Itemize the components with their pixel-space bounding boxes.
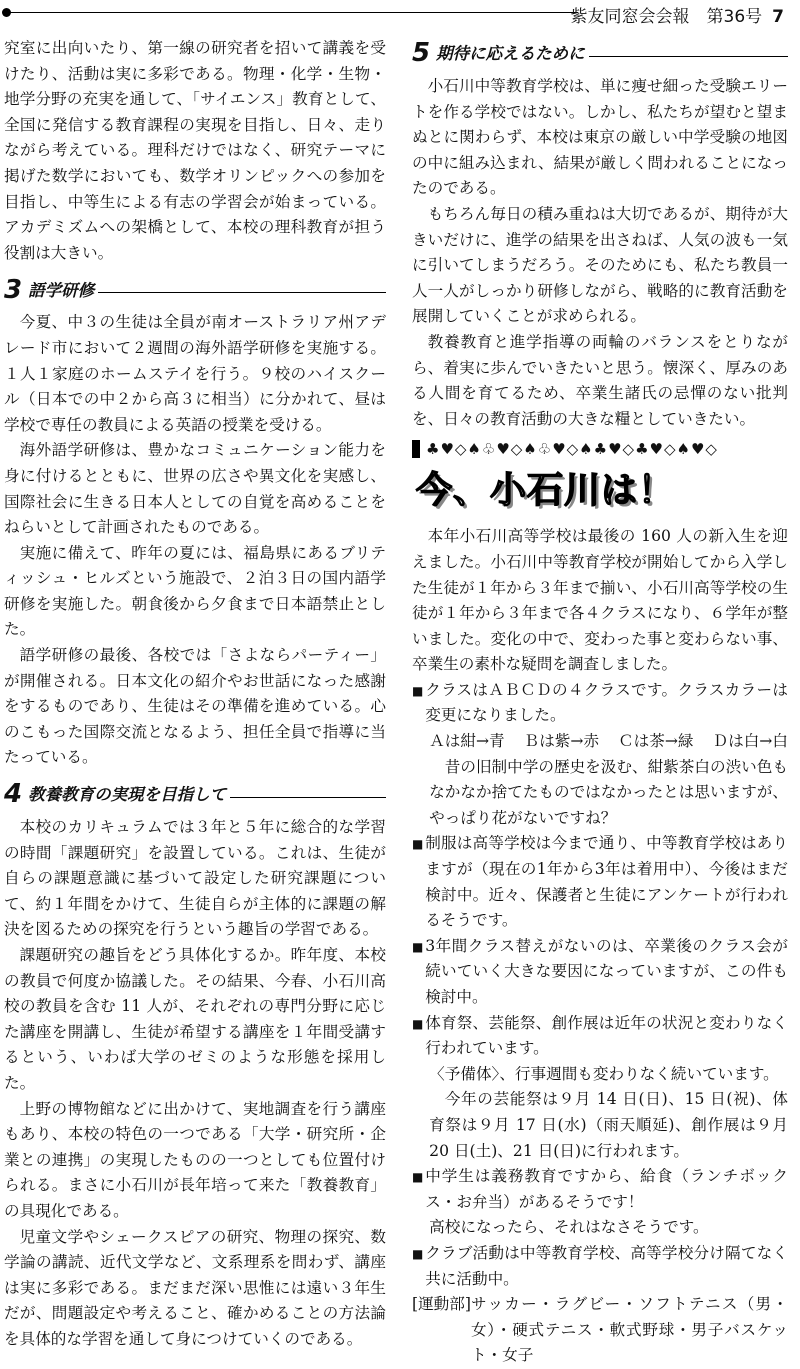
feature-title: 今、小石川は！ [416,470,676,512]
section-3-heading [4,272,386,308]
section-number: 3 [4,274,23,305]
bullet-square-icon: ■ [412,1016,424,1031]
section-title: 語学研修 [28,280,95,300]
paragraph: 本校のカリキュラムでは３年と５年に総合的な学習の時間「課題研究」を設置している。これは、生徒が自らの課題意識に基づいて設定した研究課題について、約１年間をかけて、生徒自らが主体的に課題の解決を図るための探究を行うという趣旨の学習である。 [4,818,386,939]
paragraph: 語学研修の最後、各校では「さよならパーティー」が開催される。日本文化の紹介やお世話になった感謝をするものであり、生徒はその準備を進めている。心のこもった国際交流となるよう、担任全員で指導に当たっている。 [4,646,386,767]
paragraph: 今夏、中３の生徒は全員が南オーストラリア州アデレード市において２週間の海外語学研修を実施する。１人１家庭のホームステイを行う。９校のハイスクール（日本での中２から高３に相当）に分かれて、昼は学校で専任の教員による英語の授業を受ける。 [4,313,386,434]
heading-rule [98,292,386,293]
item-text: 制服は高等学校は今まで通り、中等教育学校はありますが（現在の1年から3年は着用中）、今後はまだ検討中。近々、保護者と生徒にアンケートが行われるそうです。 [425,834,788,930]
section-4-heading [4,777,386,813]
paragraph: 課題研究の趣旨をどう具体化するか。昨年度、本校の教員で何度か協議した。その結果、今春、小石川高校の教員を含む 11 人が、それぞれの専門分野に応じた講座を開講し、生徒が希望する講座を１年間受講するという、いわば大学のゼミのような形態を採用した。 [4,946,386,1092]
item-text: 体育祭、芸能祭、創作展は近年の状況と変わりなく行われています。 [425,1013,788,1058]
class-color: Ｂは紫→赤 [523,732,600,751]
page-header [0,0,800,28]
events-dates: 今年の芸能祭は９月 14 日(日)、15 日(祝)、体育祭は９月 17 日(水)（雨天順延)、創作展は９月 20 日(土)、21 日(日)に行われます。 [429,1090,788,1160]
heading-rule [589,56,788,57]
item-text: クラブ活動は中等教育学校、高等学校分け隔てなく共に活動中。 [425,1243,788,1288]
sports-clubs [412,1292,788,1369]
bullet-square-icon: ■ [412,939,424,954]
header-text [571,2,784,27]
publication-title: 紫友同窓会会報 第36号 [570,7,763,27]
list-item [412,1241,788,1292]
section-title: 期待に応えるために [436,44,585,64]
paragraph: もちろん毎日の積み重ねは大切であるが、期待が大きいだけに、進学の結果を出さねば、人気の波も一気に引いてしまうだろう。そのためにも、私たち教員一人一人がしっかり研修しながら、戦略的に教育活動を展開していくことが求められる。 [412,204,788,326]
item-text: 中学生は義務教育ですから、給食（ランチボックス・お弁当）があるそうです！ [425,1167,788,1211]
list-item [412,678,788,729]
events-note: 〈予備体〉、行事週間も変わりなく続いています。 [429,1064,779,1083]
right-column [412,36,788,1369]
paragraph: 教養教育と進学指導の両輪のバランスをとりながら、着実に歩んでいきたいと思う。懐深く、厚みのある人間を育てるため、卒業生諸氏の忌憚のない批判を、日々の教育活動の大きな糧としていきたい。 [412,332,788,428]
item-text: クラスはＡＢＣＤの４クラスです。クラスカラーは変更になりました。 [425,680,788,725]
item-text: 3年間クラス替えがないのは、卒業後のクラス会が続いていく大きな要因になっていますが、この件も検討中。 [425,936,788,1006]
list-item [412,1011,788,1062]
bullet-square-icon: ■ [412,1170,424,1185]
bullet-square-icon: ■ [412,1246,424,1261]
class-color: Ａは紺→青 [429,732,505,751]
header-rule [4,12,578,13]
intro-paragraph: 究室に出向いたり、第一線の研究者を招いて講義を受けたり、活動は実に多彩である。物理・化学・生物・地学分野の充実を通して、「サイエンス」教育として、全国に発信する教育課程の実現を目指し、日々、走りながら考えている。理科だけではなく、研究テーマに掲げた数学においても、数学オリンピックへの参加を目指し、中等生による有志の学習会が始まっている。アカデミズムへの架橋として、本校の理科教育が担う役割は大きい。 [4,39,386,262]
section-number: 5 [412,38,431,69]
list-item [412,934,788,1011]
suit-symbols: ♣♥◇♠♧♥◇♠♧♥◇♠♣♥◇♣♥◇♠♥◇ [426,439,718,458]
section-number: 4 [4,779,23,810]
section-5-heading [412,36,788,72]
card-suit-divider [412,438,788,460]
paragraph: 海外語学研修は、豊かなコミュニケーション能力を身に付けるとともに、世界の広さや異文化を実感し、国際社会に生きる日本人としての自覚を高めることをねらいとして計画されたものである。 [4,441,386,537]
class-color-changes [412,729,788,755]
paragraph: 小石川中等教育学校は、単に痩せ細った受験エリートを作る学校ではない。しかし、私たちが望むと望まぬとに関わらず、本校は東京の厳しい中学受験の地図の中に組み込まれ、結果が厳しく問われることになったのである。 [412,77,788,198]
class-color: Ｄは白→白 [712,732,788,751]
section-title: 教養教育の実現を目指して [28,785,227,805]
feature-intro: 本年小石川高等学校は最後の 160 人の新入生を迎えました。小石川中等教育学校が開始してから入学した生徒が１年から３年まで揃い、小石川高等学校の生徒が１年から３年まで各４クラスになり、６学年が整いました。変化の中で、変わった事と変わらない事、卒業生の素朴な疑問を調査しました。 [412,527,788,674]
divider-bar [412,440,420,458]
sports-list: サッカー・ラグビー・ソフトテニス（男・女）・硬式テニス・軟式野球・男子バスケット・女子 [470,1295,788,1365]
list-item [412,1164,788,1215]
lunch-note: 高校になったら、それはなさそうです。 [429,1218,709,1237]
heading-rule [230,797,386,798]
bullet-square-icon: ■ [412,683,424,698]
list-item [412,831,788,933]
sports-label: [運動部] [412,1295,471,1314]
left-column [4,36,386,1353]
class-color: Ｃは茶→緑 [618,732,694,751]
paragraph: 上野の博物館などに出かけて、実地調査を行う講座もあり、本校の特色の一つである「大学・研究所・企業との連携」の実現したものの一つとしても位置付けられる。まさに小石川が長年培って来た「教養教育」の具現化である。 [4,1099,386,1220]
class-note: 昔の旧制中学の歴史を汲む、紺紫茶白の渋い色もなかなか捨てたものではなかったとは思いますが、やっぱり花がないですね？ [429,757,788,827]
bullet-square-icon: ■ [412,837,424,852]
page-number: 7 [772,7,784,27]
paragraph: 実施に備えて、昨年の夏には、福島県にあるブリティッシュ・ヒルズという施設で、２泊３日の国内語学研修を実施した。朝食後から夕食まで日本語禁止とした。 [4,543,386,639]
paragraph: 児童文学やシェークスピアの研究、物理の探究、数学論の講読、近代文学など、文系理系を問わず、講座は実に多彩である。まだまだ深い思惟には遠い３年生だが、問題設定や考えること、確かめることの方法論を具体的な学習を通して身につけていくのである。 [4,1227,386,1348]
